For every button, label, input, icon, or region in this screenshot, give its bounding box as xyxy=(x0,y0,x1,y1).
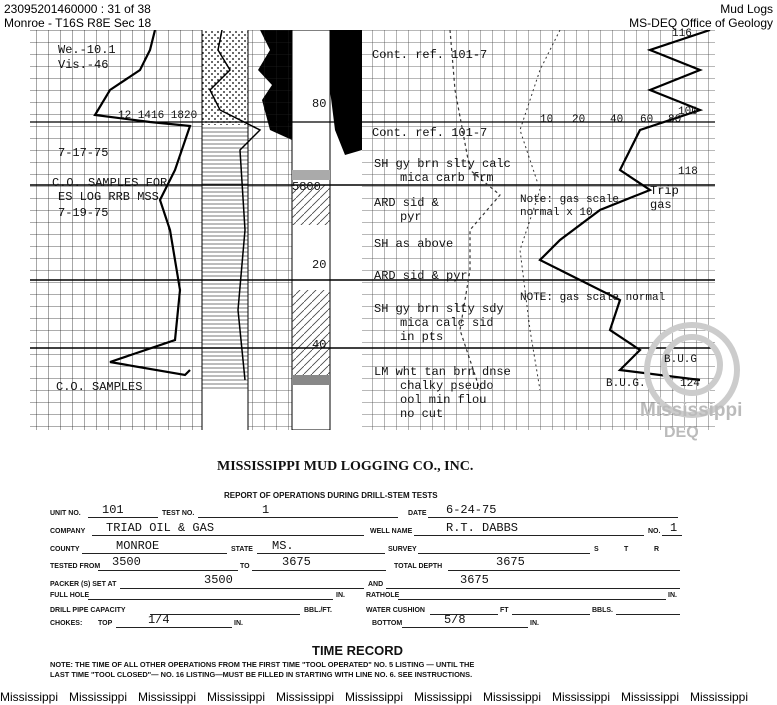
form-label: IN. xyxy=(336,592,345,599)
instructions-line-2: LAST TIME "TOOL CLOSED"— NO. 16 LISTING—MUST BE FILLED IN STARTING WITH LINE NO. 6. SEE INSTRUCTIONS. xyxy=(50,670,473,679)
well-no-value: 1 xyxy=(670,521,678,535)
lith-desc: SH gy brn slty calc xyxy=(374,157,511,171)
form-label: RATHOLE xyxy=(366,592,400,599)
packer-2-value: 3675 xyxy=(460,573,489,587)
log-note-es-log: ES LOG RRB MSS xyxy=(58,190,159,204)
right-value: 124 xyxy=(680,378,700,390)
form-label: IN. xyxy=(530,620,539,627)
choke-bottom-value: 5/8 xyxy=(444,613,466,627)
form-label: CHOKES: xyxy=(50,620,83,627)
lith-desc: ARD sid & pyr xyxy=(374,269,468,283)
gas-note: Note: gas scale xyxy=(520,194,620,206)
lith-desc: ool min flou xyxy=(400,393,487,407)
location-label: Monroe - T16S R8E Sec 18 xyxy=(4,16,152,30)
form-label: STATE xyxy=(231,546,253,553)
depth-label-80: 80 xyxy=(312,97,327,111)
lith-desc: mica carb frm xyxy=(400,171,494,185)
right-value: B.U.G. xyxy=(606,378,646,390)
depth-label-5800: 5800 xyxy=(292,180,321,194)
form-label: DATE xyxy=(408,510,427,517)
instructions-line-1: NOTE: THE TIME OF ALL OTHER OPERATIONS FROM THE FIRST TIME "TOOL OPERATED" NO. 5 LISTING — UNTIL THE xyxy=(50,660,475,669)
form-label: IN. xyxy=(234,620,243,627)
form-label: COUNTY xyxy=(50,546,80,553)
lith-desc: chalky pseudo xyxy=(400,379,494,393)
footer-text: Mississippi xyxy=(345,690,404,704)
time-record-title: TIME RECORD xyxy=(312,643,403,658)
gas-note: gas xyxy=(650,198,672,212)
state-value: MS. xyxy=(272,539,294,553)
form-label: WATER CUSHION xyxy=(366,607,425,614)
log-note-numbers: 12 1416 1820 xyxy=(118,110,198,122)
footer-text: Mississippi xyxy=(690,690,749,704)
form-label: AND xyxy=(368,581,384,588)
watermark-text: Mississippi xyxy=(640,400,743,421)
footer-text: Mississippi xyxy=(207,690,266,704)
right-value: 116 xyxy=(672,28,692,40)
lith-desc: ARD sid & xyxy=(374,196,439,210)
gas-scale-tick: 20 xyxy=(572,114,586,126)
right-value: B.U.G xyxy=(664,354,698,366)
form-label: FULL HOLE xyxy=(50,592,90,599)
agency-label: MS-DEQ Office of Geology xyxy=(629,16,773,30)
log-note-date-2: 7-19-75 xyxy=(58,206,109,220)
lith-desc: SH as above xyxy=(374,237,454,251)
log-note-viscosity: Vis.-46 xyxy=(58,58,109,72)
to-value: 3675 xyxy=(282,555,311,569)
form-label: BBLS. xyxy=(592,607,613,614)
log-note-co-samples: C.O. SAMPLES xyxy=(56,380,143,394)
right-value: 118 xyxy=(678,166,698,178)
footer-text: Mississippi xyxy=(414,690,473,704)
gas-scale-tick: 10 xyxy=(540,114,554,126)
lith-desc: in pts xyxy=(400,330,444,344)
form-label: NO. xyxy=(648,528,661,535)
total-depth-value: 3675 xyxy=(496,555,525,569)
lith-desc: mica calc sid xyxy=(400,316,494,330)
footer-watermark-row xyxy=(0,690,777,705)
gas-note: Trip xyxy=(650,184,679,198)
footer-text: Mississippi xyxy=(276,690,335,704)
form-label: TESTED FROM xyxy=(50,563,101,570)
form-label: BBL./FT. xyxy=(304,607,332,614)
report-title: REPORT OF OPERATIONS DURING DRILL-STEM TESTS xyxy=(224,491,438,500)
depth-label-40: 40 xyxy=(312,338,327,352)
form-label: TOP xyxy=(98,620,113,627)
gas-scale-tick: 60 xyxy=(640,114,654,126)
footer-text: Mississippi xyxy=(552,690,611,704)
choke-top-value: 1/4 xyxy=(148,613,170,627)
form-label: TEST NO. xyxy=(162,510,195,517)
form-label: COMPANY xyxy=(50,528,86,535)
tested-from-value: 3500 xyxy=(112,555,141,569)
company-value: TRIAD OIL & GAS xyxy=(106,521,215,535)
footer-text: Mississippi xyxy=(483,690,542,704)
form-label: DRILL PIPE CAPACITY xyxy=(50,607,126,614)
form-label: TO xyxy=(240,563,250,570)
form-label: T xyxy=(624,546,629,553)
watermark-text: DEQ xyxy=(664,424,699,441)
test-no-value: 1 xyxy=(262,503,270,517)
document-id: 23095201460000 : 31 of 38 xyxy=(4,2,151,16)
county-value: MONROE xyxy=(116,539,160,553)
lith-desc: pyr xyxy=(400,210,422,224)
form-label: R xyxy=(654,546,660,553)
packer-1-value: 3500 xyxy=(204,573,233,587)
depth-label-20: 20 xyxy=(312,258,327,272)
unit-no-value: 101 xyxy=(102,503,124,517)
form-label: UNIT NO. xyxy=(50,510,81,517)
company-title: MISSISSIPPI MUD LOGGING CO., INC. xyxy=(217,459,474,474)
form-label: PACKER (S) SET AT xyxy=(50,581,117,588)
form-label: WELL NAME xyxy=(370,528,413,535)
lith-desc: Cont. ref. 101-7 xyxy=(372,126,488,140)
gas-note: normal x 10 xyxy=(520,207,593,219)
lith-desc: SH gy brn slty sdy xyxy=(374,302,504,316)
form-label: SURVEY xyxy=(388,546,417,553)
gas-note: NOTE: gas scale normal xyxy=(520,292,666,304)
log-note-weight: We.-10.1 xyxy=(58,43,116,57)
form-label: BOTTOM xyxy=(372,620,403,627)
footer-text: Mississippi xyxy=(69,690,128,704)
form-label: S xyxy=(594,546,599,553)
date-value: 6-24-75 xyxy=(446,503,497,517)
lith-desc: no cut xyxy=(400,407,444,421)
gas-scale-tick: 40 xyxy=(610,114,624,126)
right-value: 100 xyxy=(678,106,698,118)
log-note-date-1: 7-17-75 xyxy=(58,146,109,160)
lith-desc: LM wht tan brn dnse xyxy=(374,365,511,379)
form-label: TOTAL DEPTH xyxy=(394,563,443,570)
lith-desc: Cont. ref. 101-7 xyxy=(372,48,488,62)
footer-text: Mississippi xyxy=(138,690,197,704)
log-note-co-samples-for: C.O. SAMPLES FOR xyxy=(52,176,168,190)
footer-text: Mississippi xyxy=(621,690,680,704)
document-type: Mud Logs xyxy=(720,2,773,16)
well-name-value: R.T. DABBS xyxy=(446,521,519,535)
form-label: FT xyxy=(500,607,509,614)
gas-scale-tick: 80 xyxy=(668,114,682,126)
footer-text: Mississippi xyxy=(0,690,59,704)
form-label: IN. xyxy=(668,592,677,599)
